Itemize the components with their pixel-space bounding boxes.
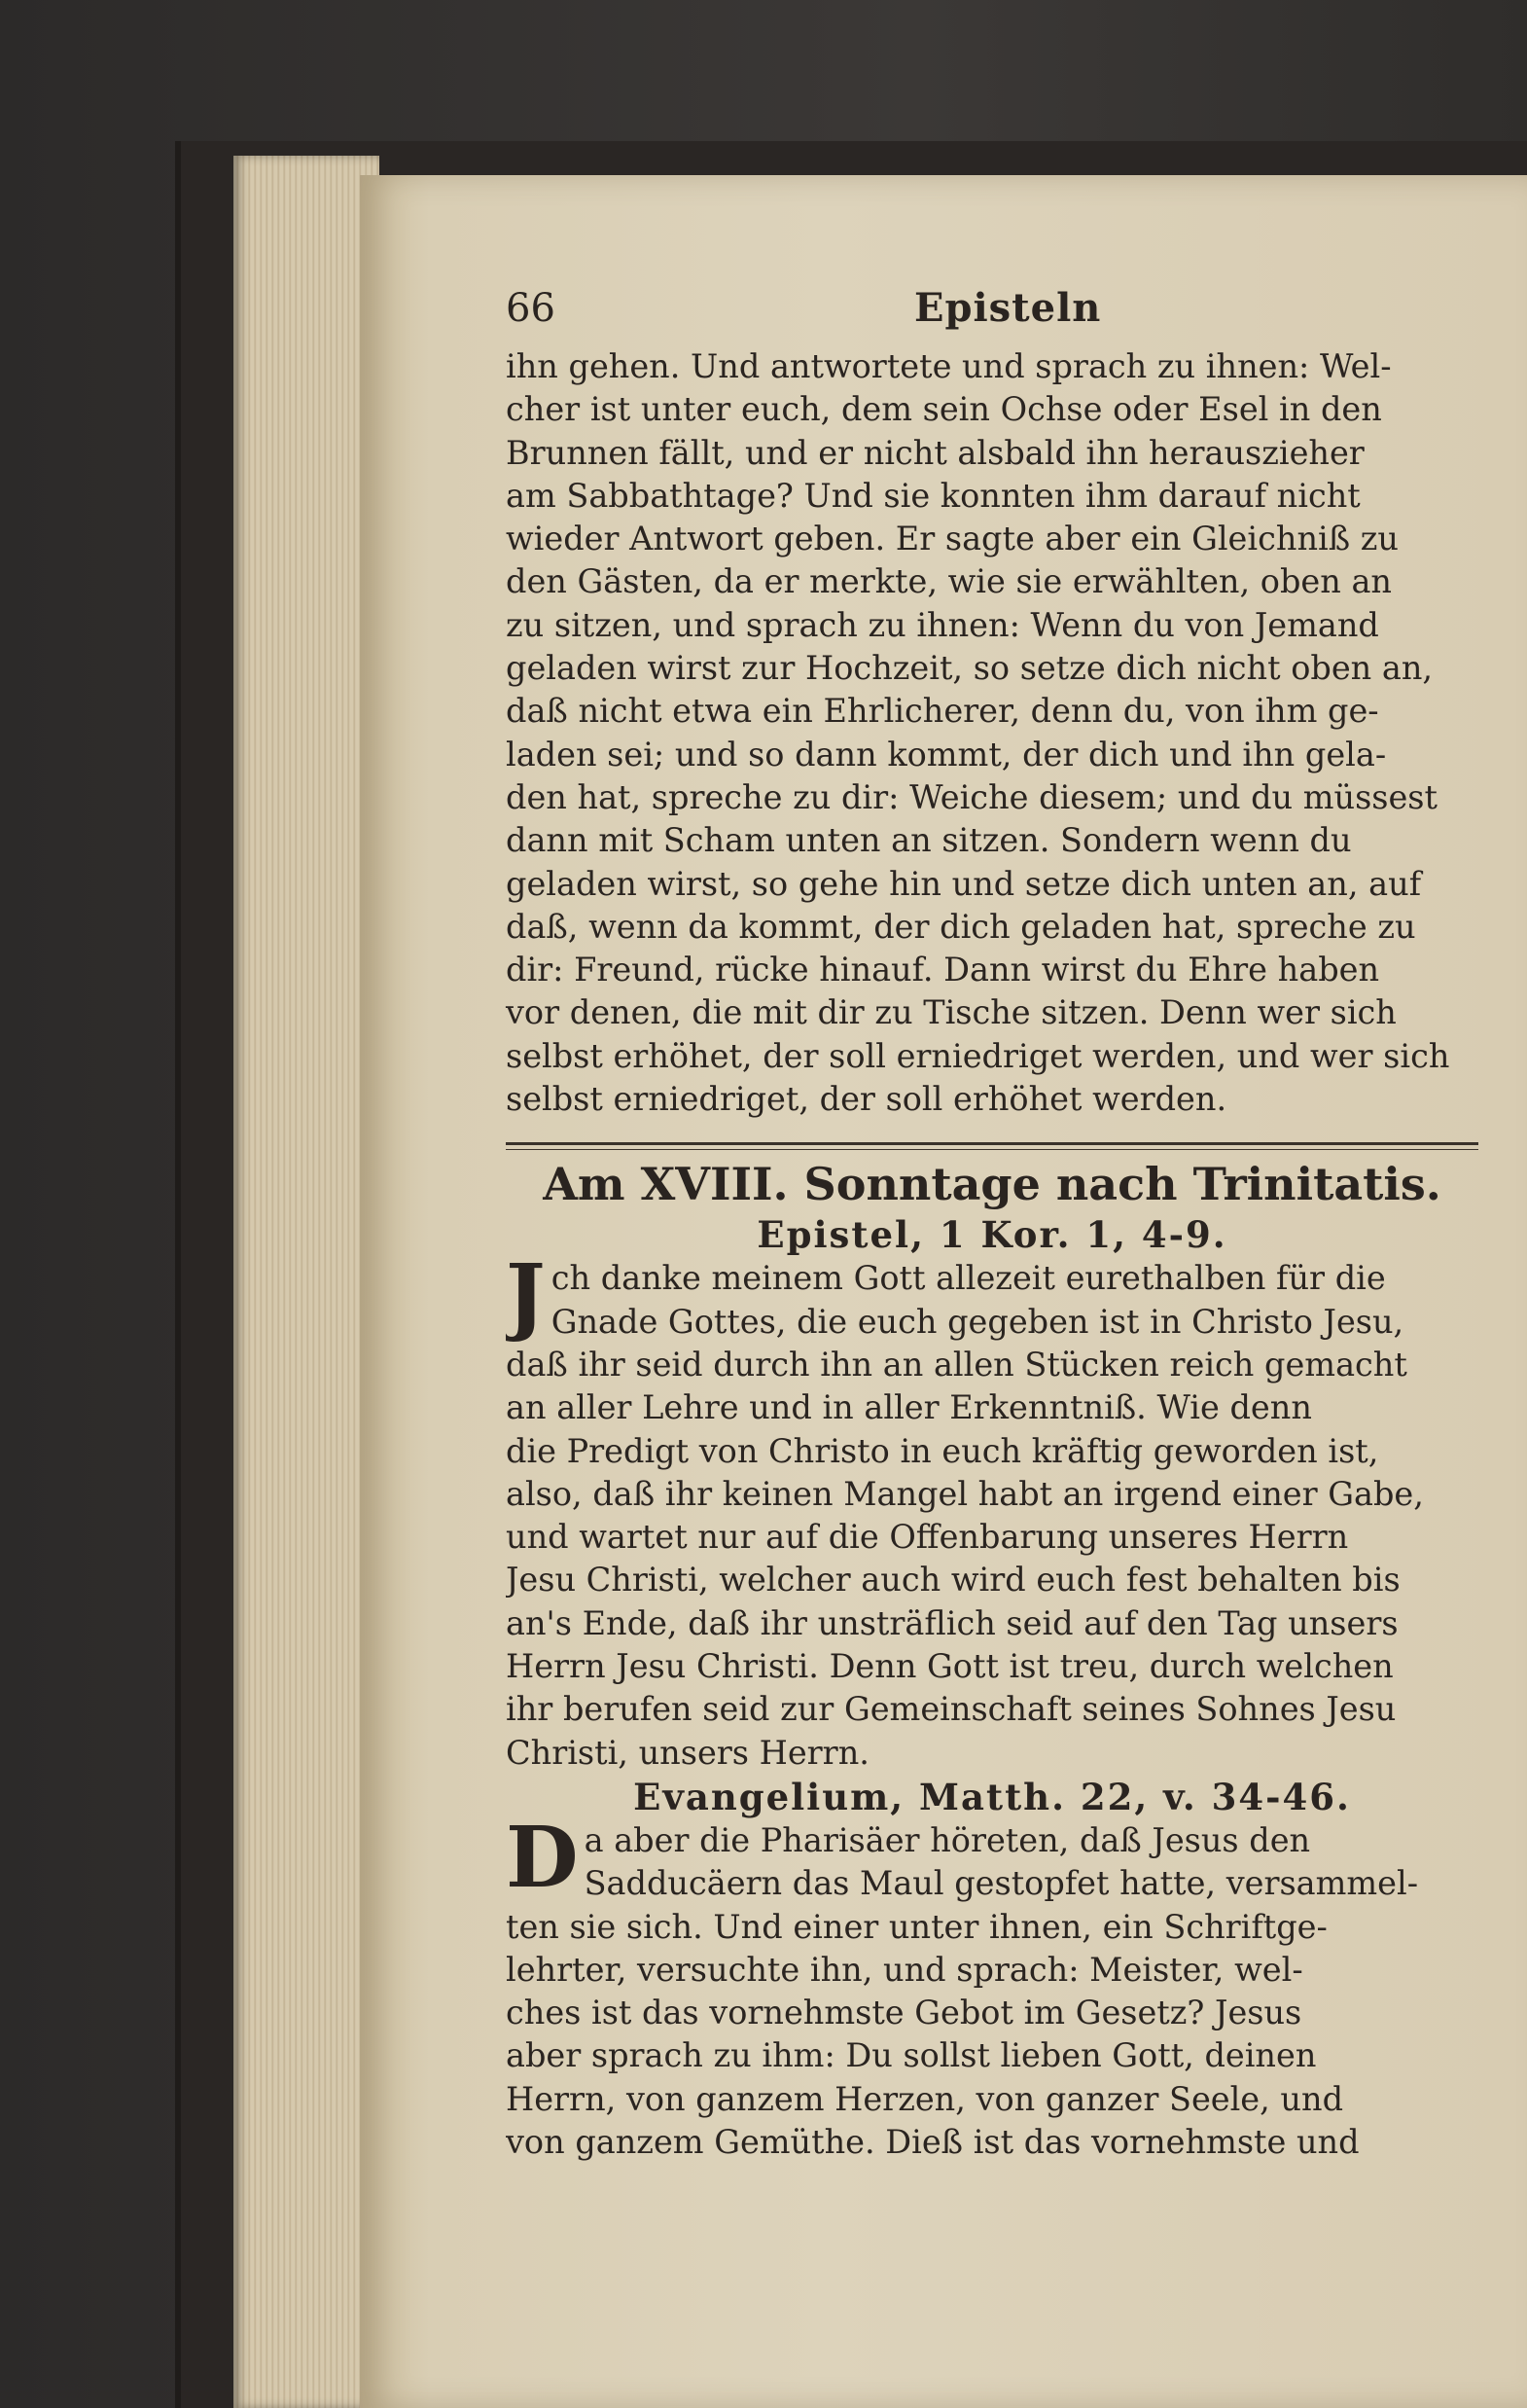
text-line: Herrn, von ganzem Herzen, von ganzer Seele, und bbox=[506, 2079, 1344, 2118]
text-line: lehrter, versuchte ihn, und sprach: Meister, wel- bbox=[506, 1950, 1303, 1989]
text-line: den Gästen, da er merkte, wie sie erwählten, oben an bbox=[506, 562, 1393, 601]
text-line: ihn gehen. Und antwortete und sprach zu ihnen: Wel- bbox=[506, 347, 1392, 385]
text-line: selbst erhöhet, der soll erniedriget werden, und wer sich bbox=[506, 1036, 1450, 1075]
running-head: Episteln bbox=[914, 285, 1102, 331]
text-line: und wartet nur auf die Offenbarung unseres Herrn bbox=[506, 1518, 1349, 1557]
text-line: die Predigt von Christo in euch kräftig geworden ist, bbox=[506, 1431, 1379, 1470]
text-line: ten sie sich. Und einer unter ihnen, ein Schriftge- bbox=[506, 1907, 1328, 1946]
section-title: Am XVIII. Sonntage nach Trinitatis. bbox=[543, 1158, 1441, 1211]
text-line: daß ihr seid durch ihn an allen Stücken reich gemacht bbox=[506, 1345, 1407, 1384]
text-line: dann mit Scham unten an sitzen. Sondern wenn du bbox=[506, 821, 1352, 860]
text-line: also, daß ihr keinen Mangel habt an irgend einer Gabe, bbox=[506, 1474, 1424, 1513]
text-line: an's Ende, daß ihr unsträflich seid auf den Tag unsers bbox=[506, 1603, 1399, 1642]
epistle-heading: Epistel, 1 Kor. 1, 4-9. bbox=[757, 1213, 1227, 1257]
page-header bbox=[506, 277, 1478, 345]
text-line: den hat, spreche zu dir: Weiche diesem; und du müssest bbox=[506, 777, 1438, 816]
text-line: an aller Lehre und in aller Erkenntniß. Wie denn bbox=[506, 1388, 1312, 1427]
continuation-paragraph bbox=[506, 345, 1478, 1121]
page-number: 66 bbox=[506, 286, 555, 331]
gospel-paragraph bbox=[506, 1819, 1478, 2164]
text-line: vor denen, die mit dir zu Tische sitzen. Denn wer sich bbox=[506, 993, 1397, 1032]
epistle-paragraph bbox=[506, 1257, 1478, 1775]
text-line: zu sitzen, und sprach zu ihnen: Wenn du von Jemand bbox=[506, 605, 1379, 644]
text-line: Gnade Gottes, die euch gegeben ist in Christo Jesu, bbox=[550, 1302, 1404, 1341]
text-line: ches ist das vornehmste Gebot im Gesetz? Jesus bbox=[506, 1994, 1302, 2032]
text-line: Sadducäern das Maul gestopfet hatte, versammel- bbox=[584, 1864, 1419, 1903]
text-line: ch danke meinem Gott allezeit eurethalben für die bbox=[550, 1259, 1386, 1298]
text-line: selbst erniedriget, der soll erhöhet werden. bbox=[506, 1080, 1227, 1119]
text-line: daß, wenn da kommt, der dich geladen hat, spreche zu bbox=[506, 907, 1416, 946]
text-line: cher ist unter euch, dem sein Ochse oder Esel in den bbox=[506, 390, 1382, 429]
text-line: Herrn Jesu Christi. Denn Gott ist treu, durch welchen bbox=[506, 1647, 1394, 1686]
gospel-dropcap: D bbox=[506, 1818, 579, 1907]
epistle-dropcap: J bbox=[506, 1257, 546, 1346]
text-line: aber sprach zu ihm: Du sollst lieben Gott, deinen bbox=[506, 2036, 1317, 2075]
section-divider bbox=[506, 1142, 1478, 1150]
text-line: von ganzem Gemüthe. Dieß ist das vornehmste und bbox=[506, 2122, 1360, 2161]
text-line: wieder Antwort geben. Er sagte aber ein Gleichniß zu bbox=[506, 520, 1399, 558]
text-line: Brunnen fällt, und er nicht alsbald ihn herauszieher bbox=[506, 433, 1365, 472]
page-edges bbox=[233, 156, 379, 2408]
text-line: laden sei; und so dann kommt, der dich und ihn gela- bbox=[506, 735, 1387, 773]
page-text bbox=[506, 277, 1478, 2164]
gospel-heading: Evangelium, Matth. 22, v. 34-46. bbox=[633, 1775, 1351, 1818]
text-line: geladen wirst zur Hochzeit, so setze dich nicht oben an, bbox=[506, 649, 1434, 688]
text-line: geladen wirst, so gehe hin und setze dich unten an, auf bbox=[506, 864, 1422, 903]
text-line: Christi, unsers Herrn. bbox=[506, 1733, 870, 1772]
text-line: dir: Freund, rücke hinauf. Dann wirst du Ehre haben bbox=[506, 951, 1380, 989]
text-line: Jesu Christi, welcher auch wird euch fest behalten bis bbox=[506, 1561, 1401, 1599]
text-line: am Sabbathtage? Und sie konnten ihm darauf nicht bbox=[506, 476, 1361, 515]
text-line: a aber die Pharisäer höreten, daß Jesus den bbox=[584, 1820, 1311, 1859]
text-line: ihr berufen seid zur Gemeinschaft seines Sohnes Jesu bbox=[506, 1690, 1397, 1729]
text-line: daß nicht etwa ein Ehrlicherer, denn du, von ihm ge- bbox=[506, 692, 1379, 731]
